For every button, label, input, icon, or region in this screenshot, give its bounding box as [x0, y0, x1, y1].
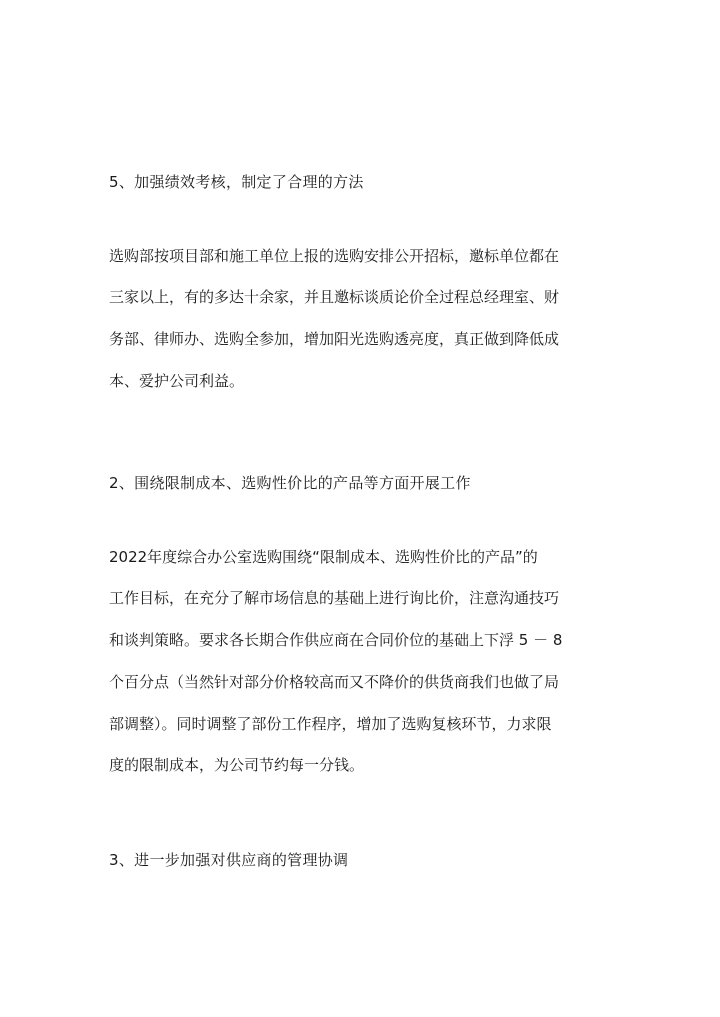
paragraph-line: 度的限制成本，为公司节约每一分钱。	[109, 756, 365, 774]
paragraph-line: 工作目标，在充分了解市场信息的基础上进行询比价，注意沟通技巧	[109, 589, 560, 607]
paragraph-line: 务部、律师办、选购全参加，增加阳光选购透亮度，真正做到降低成	[109, 330, 560, 348]
paragraph-line: 部调整）。同时调整了部份工作程序，增加了选购复核环节，力求限	[109, 715, 552, 733]
paragraph-line: 本、爱护公司利益。	[109, 372, 245, 390]
paragraph-line: 和谈判策略。要求各长期合作供应商在合同价位的基础上下浮 5 － 8	[109, 631, 563, 649]
paragraph-line: 选购部按项目部和施工单位上报的选购安排公开招标，邀标单位都在	[109, 247, 560, 265]
paragraph-line: 三家以上，有的多达十余家，并且邀标谈质论价全过程总经理室、财	[109, 288, 560, 306]
section-heading-performance: 5、加强绩效考核，制定了合理的方法	[109, 173, 364, 191]
section-heading-supplier-management: 3、进一步加强对供应商的管理协调	[109, 851, 349, 869]
paragraph-line: 2022年度综合办公室选购围绕“限制成本、选购性价比的产品”的	[109, 548, 538, 566]
section-heading-cost-control: 2、围绕限制成本、选购性价比的产品等方面开展工作	[109, 474, 471, 492]
paragraph-line: 个百分点（当然针对部分价格较高而又不降价的供货商我们也做了局	[109, 673, 560, 691]
